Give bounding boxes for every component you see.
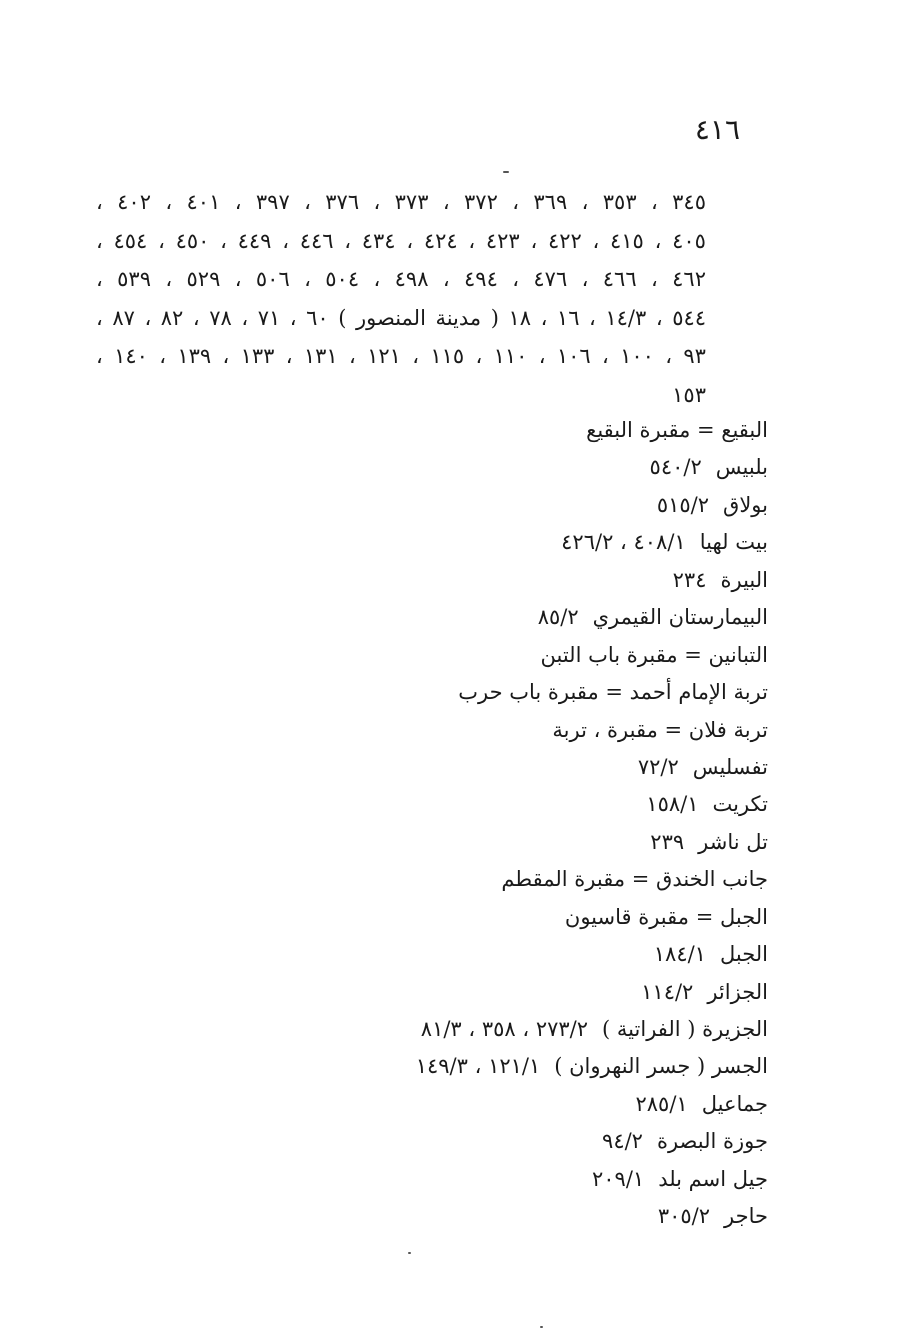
- index-entry: [300, 1161, 768, 1198]
- entry-term: حاجر: [724, 1204, 768, 1229]
- entry-refs: ٨٥/٢: [537, 605, 579, 630]
- entry-term: الجزائر: [707, 979, 768, 1004]
- entry-refs: ١٥٨/١: [646, 792, 699, 817]
- entry-term: جماعيل: [701, 1091, 768, 1116]
- entry-refs: ١٢١/١ ، ١٤٩/٣: [415, 1054, 541, 1079]
- index-entry: [300, 449, 768, 486]
- print-speck: [503, 171, 509, 173]
- index-entry: [300, 824, 768, 861]
- index-entry: [300, 1011, 768, 1048]
- entry-term: بولاق: [723, 492, 768, 517]
- index-entry: [300, 786, 768, 823]
- reference-line: ٩٣ ، ١٠٠ ، ١٠٦ ، ١١٠ ، ١١٥ ، ١٢١ ، ١٣١ ، ١٣٣ ، ١٣٩ ، ١٤٠ ،: [96, 344, 706, 369]
- reference-line: ٤٠٥ ، ٤١٥ ، ٤٢٢ ، ٤٢٣ ، ٤٢٤ ، ٤٣٤ ، ٤٤٦ ، ٤٤٩ ، ٤٥٠ ، ٤٥٤ ،: [96, 228, 706, 253]
- index-entry: [300, 749, 768, 786]
- index-entry: [300, 487, 768, 524]
- entry-refs: ٩٤/٢: [602, 1129, 643, 1154]
- entry-term: جوزة البصرة: [656, 1129, 768, 1154]
- index-entry: [300, 674, 768, 711]
- entry-refs: ٢٣٩: [650, 829, 685, 854]
- entry-term: تفسليس: [692, 754, 768, 779]
- index-entry: [300, 1198, 768, 1235]
- entry-term: البيمارستان القيمري: [592, 605, 768, 630]
- index-entry: [300, 524, 768, 561]
- index-entry: [300, 599, 768, 636]
- entry-refs: ٢٧٣/٢ ، ٣٥٨ ، ٨١/٣: [420, 1017, 589, 1041]
- entry-refs: ٤٠٨/١ ، ٤٢٦/٢: [561, 530, 686, 555]
- index-entry: [300, 974, 768, 1011]
- entry-term: الجسر ( جسر النهروان ): [554, 1054, 768, 1079]
- index-entry: [300, 562, 768, 599]
- index-entry: [300, 861, 768, 898]
- entry-term: تل ناشر: [698, 829, 768, 854]
- reference-line: ٥٤٤ ، ١٤/٣ ، ١٦ ، ١٨ ( مدينة المنصور ) ٦٠ ، ٧١ ، ٧٨ ، ٨٢ ، ٨٧ ،: [96, 305, 706, 330]
- entry-refs: ٣٠٥/٢: [657, 1204, 711, 1229]
- continued-references: [96, 183, 706, 415]
- entry-term: التبانين = مقبرة باب التبن: [540, 642, 768, 667]
- entry-refs: ٧٢/٢: [637, 754, 679, 779]
- index-entry: [300, 1123, 768, 1160]
- entry-term: تكريت: [712, 792, 768, 817]
- entry-term: تربة فلان = مقبرة ، تربة: [552, 717, 768, 742]
- entry-refs: ٢٠٩/١: [591, 1166, 645, 1191]
- page-number: ٤١٦: [694, 113, 740, 146]
- entry-refs: ٥١٥/٢: [656, 492, 710, 517]
- print-speck: [540, 1326, 543, 1328]
- index-entry: [300, 936, 768, 973]
- entry-term: جيل اسم بلد: [658, 1166, 768, 1191]
- entry-term: الجزيرة ( الفراتية ): [602, 1017, 768, 1041]
- index-entries: [300, 412, 768, 1236]
- index-entry: [300, 412, 768, 449]
- entry-refs: ٢٨٥/١: [635, 1091, 688, 1116]
- entry-refs: ١٨٤/١: [653, 942, 706, 967]
- entry-term: الجبل = مقبرة قاسيون: [564, 904, 768, 929]
- reference-line: ١٥٣: [672, 382, 706, 407]
- entry-term: بيت لهيا: [699, 530, 768, 555]
- entry-term: البيرة: [720, 567, 768, 592]
- entry-refs: ٢٣٤: [672, 567, 707, 592]
- entry-refs: ٥٤٠/٢: [649, 455, 702, 480]
- entry-refs: ١١٤/٢: [641, 979, 694, 1004]
- index-entry: [300, 1048, 768, 1085]
- entry-term: البقيع = مقبرة البقيع: [586, 418, 768, 442]
- reference-line: ٤٦٢ ، ٤٦٦ ، ٤٧٦ ، ٤٩٤ ، ٤٩٨ ، ٥٠٤ ، ٥٠٦ ، ٥٢٩ ، ٥٣٩ ،: [96, 267, 706, 292]
- print-speck: [408, 1252, 411, 1254]
- index-entry: [300, 637, 768, 674]
- index-entry: [300, 899, 768, 936]
- reference-line: ٣٤٥ ، ٣٥٣ ، ٣٦٩ ، ٣٧٢ ، ٣٧٣ ، ٣٧٦ ، ٣٩٧ ، ٤٠١ ، ٤٠٢ ،: [96, 190, 706, 214]
- entry-term: الجبل: [719, 942, 768, 967]
- entry-term: جانب الخندق = مقبرة المقطم: [501, 867, 768, 892]
- index-entry: [300, 1086, 768, 1123]
- index-entry: [300, 712, 768, 749]
- entry-term: بلبيس: [715, 455, 768, 480]
- entry-term: تربة الإمام أحمد = مقبرة باب حرب: [458, 680, 768, 705]
